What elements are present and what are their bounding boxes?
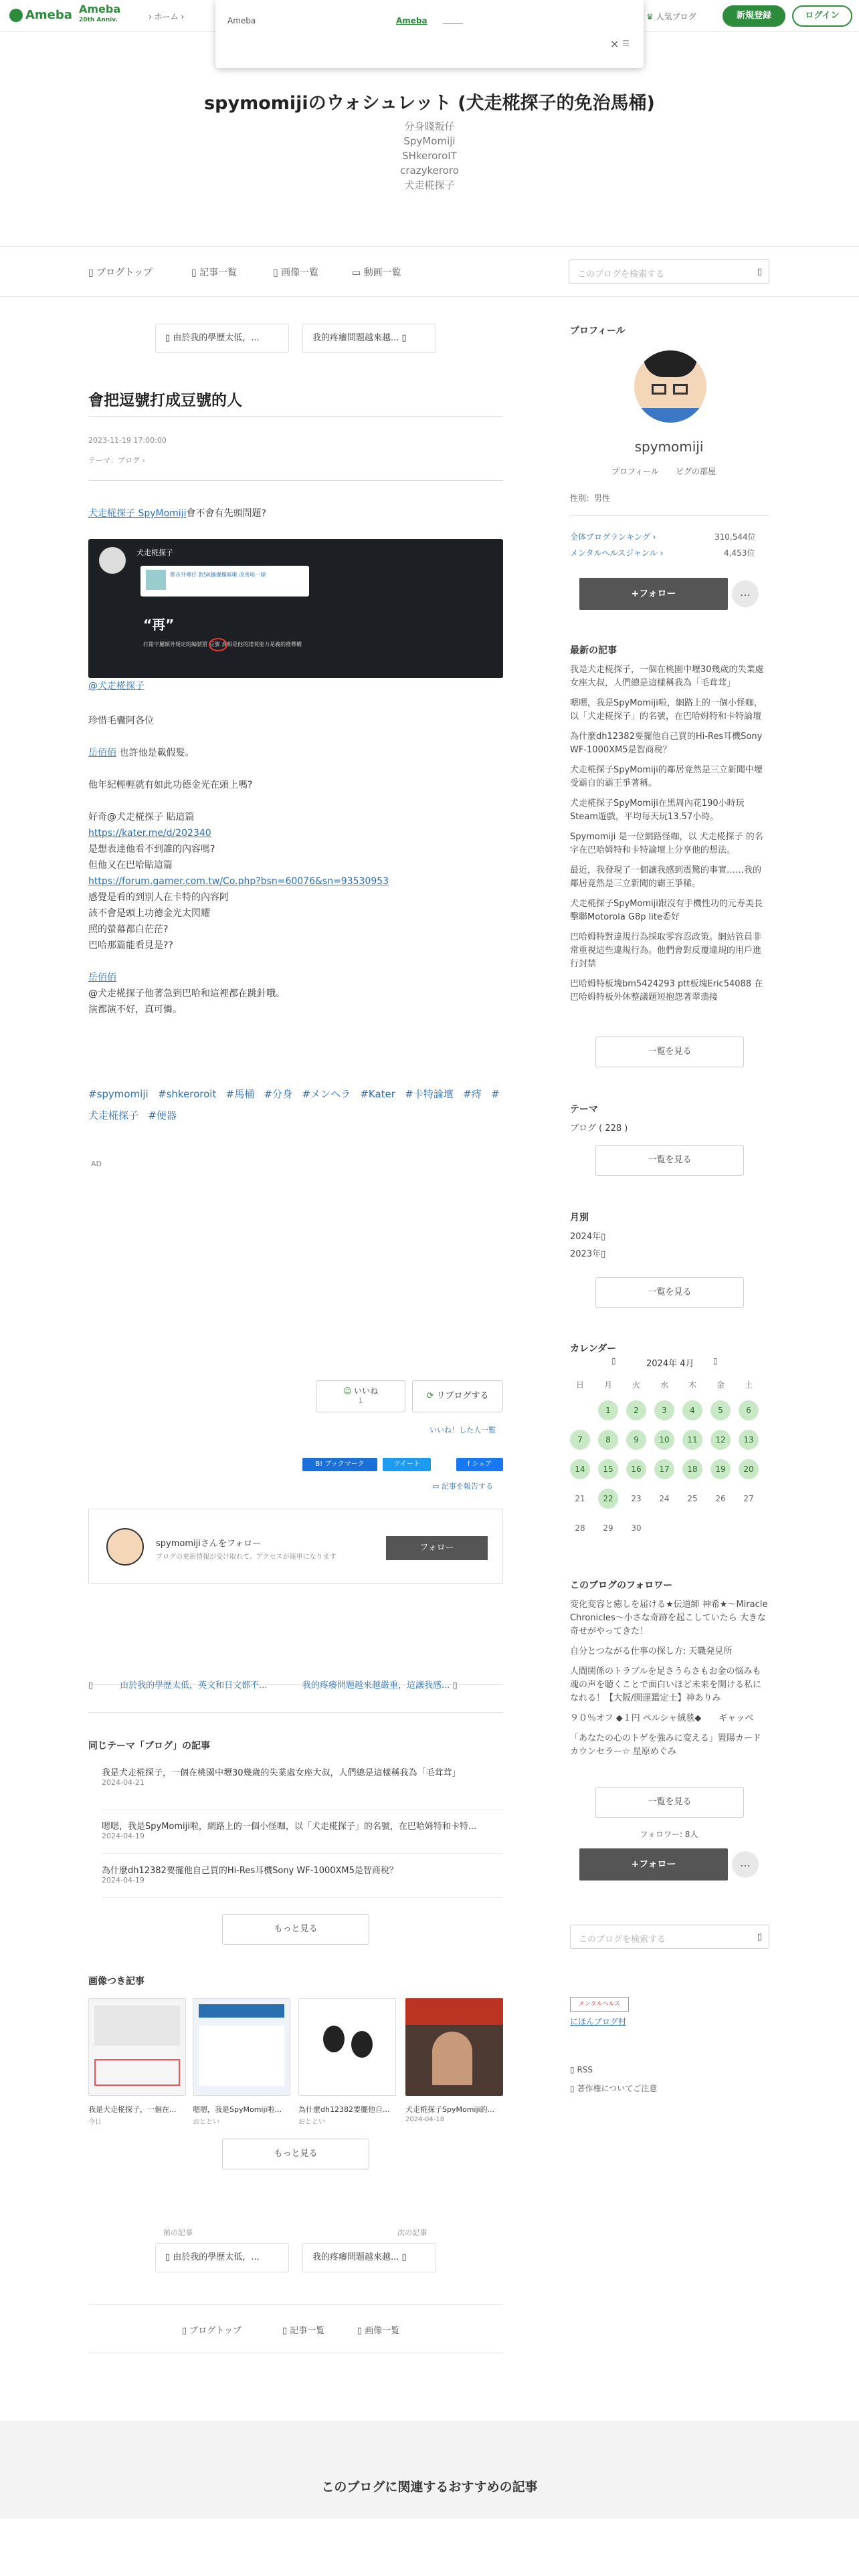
recent-item[interactable]: 嗯嗯，我是SpyMomiji啦，網路上的一個小怪咖，以「犬走椛探子」的名號，在巴哈姆特和卡特論壇	[570, 698, 763, 722]
followers-list-button[interactable]: 一覧を見る	[595, 1787, 744, 1818]
article-body: 珍惜毛囊阿各位 岳佰佰 也許他是載假髮。 他年紀輕輕就有如此功德金光在頭上嗎? 好奇@犬走椛探子 貼這篇 https://kater.me/d/202340 是想表達他看不到誰的內容嗎? 但他又在巴哈貼這篇 https://forum.gamer.com.tw/Co.php?bsn=60076&sn=93530953 感覺是看的到別人在卡特的內容阿 該不會是頭上功德金光太閃耀 照的螢幕都白茫茫? 巴哈那篇能看見是?? 岳佰佰 @犬走椛探子他著急到巴哈和這裡都在跳針哦。 演都演不好，真可憐。	[88, 713, 503, 1018]
divider	[570, 515, 768, 516]
ranking-genre-link[interactable]: メンタルヘルスジャンル ›	[570, 548, 664, 558]
blogmura-link[interactable]: にほんブログ村	[570, 2017, 627, 2026]
divider	[88, 2304, 503, 2305]
pigg-room-link[interactable]: ピグの部屋	[676, 467, 717, 476]
blog-search-input[interactable]: このブログを検索する ▯	[569, 259, 769, 284]
calendar-day[interactable]: 11	[682, 1430, 702, 1450]
popup-link[interactable]: Ameba	[396, 16, 427, 25]
calendar-day: 30	[631, 1523, 642, 1533]
calendar-day: 26	[715, 1494, 726, 1503]
recent-item[interactable]: 我是犬走椛探子，一個在桃園中壢30幾歲的失業處女座大叔，人們總是這樣稱我為「毛茸茸」	[570, 665, 764, 688]
follower-blog-link[interactable]: 人間関係のトラブルを足さうらさもお金の悩みも魂の声を聴くことで面白いほど未来を開ける私になれる！【大阪/開運鑑定士】神ありみ	[570, 1667, 762, 1703]
calendar-day[interactable]: 1	[598, 1400, 618, 1420]
recent-item[interactable]: Spymomiji 是一位網路怪咖，以 犬走椛探子 的名字在巴哈姆特和卡特論壇上分享他的想法。	[570, 832, 763, 855]
register-button[interactable]: 新規登録	[723, 5, 785, 27]
chevron-right-icon: ›	[181, 12, 185, 21]
thumbnail-date: おととい	[193, 2119, 219, 2126]
person-link[interactable]: 岳佰佰	[88, 748, 116, 758]
divider	[88, 480, 503, 481]
same-theme-list	[102, 1765, 503, 1898]
hashtag[interactable]: #shkeroroit	[158, 1088, 217, 1100]
ameba-logo-icon	[9, 9, 23, 22]
mention-link[interactable]: @犬走椛探子	[88, 681, 145, 691]
calendar-day[interactable]: 4	[682, 1400, 702, 1420]
prev-article-top[interactable]: ▯ 由於我的學歷太低，...	[155, 324, 289, 353]
popup-underline	[443, 16, 463, 24]
theme-heading: テーマ	[570, 1104, 598, 1115]
monthly-list-button[interactable]: 一覧を見る	[595, 1277, 744, 1308]
copyright-link[interactable]: ▯ 著作権についてご注意	[570, 2084, 658, 2093]
calendar-day[interactable]: 12	[710, 1430, 731, 1450]
calendar-weekday: 木	[688, 1380, 696, 1390]
sidebar-follow-button-bottom[interactable]: +フォロー	[579, 1848, 728, 1881]
calendar-day[interactable]: 3	[654, 1400, 674, 1420]
next-article-bottom[interactable]: 我的疼癢問題越來越... ▯	[302, 2243, 436, 2272]
hashtag[interactable]: #分身	[264, 1088, 293, 1100]
embed-quote-thumb	[146, 570, 166, 590]
calendar-day[interactable]: 6	[739, 1400, 759, 1420]
ad-label: AD	[91, 1160, 102, 1168]
thumbnail-date: おととい	[298, 2119, 325, 2126]
more-options-button[interactable]: …	[732, 1851, 759, 1878]
hashtag[interactable]: #卡特論壇	[405, 1088, 454, 1100]
calendar-weekday: 火	[632, 1380, 640, 1390]
embed-quote-title: 都市外傳仔 對5K擴優優咳嗽 改善唔一條	[170, 572, 266, 578]
article-theme[interactable]: テーマ：ブログ ›	[88, 456, 145, 465]
thumbnail-caption[interactable]: 我是犬走椛探子，一個在...	[88, 2105, 177, 2114]
thumbnail-date: 2024-04-18	[405, 2116, 445, 2123]
calendar-day[interactable]: 15	[598, 1459, 618, 1479]
list-item[interactable]: 嗯嗯，我是SpyMomiji啦，網路上的一個小怪咖，以「犬走椛探子」的名號，在巴哈姆特和卡特... 2024-04-19	[102, 1810, 503, 1854]
bottom-nav-blog-top[interactable]: ▯ ブログトップ	[182, 2326, 242, 2336]
chevron-left-icon: ▯	[165, 333, 171, 343]
popular-blog-link[interactable]: ♛ 人気ブログ	[646, 12, 696, 21]
thumbnail-caption[interactable]: 為什麼dh12382要擺他自...	[298, 2105, 390, 2114]
sidebar-follow-button[interactable]: +フォロー	[579, 578, 728, 610]
recent-heading: 最新の記事	[570, 645, 617, 656]
list-item[interactable]: 為什麼dh12382要擺他自己買的Hi-Res耳機Sony WF-1000XM5是智商稅？ 2024-04-19	[102, 1854, 503, 1898]
hashtag[interactable]: #痔	[463, 1088, 482, 1100]
recommend-heading: このブログに関連するおすすめの記事	[321, 2480, 538, 2494]
facebook-share-button[interactable]: f シェア	[456, 1458, 503, 1471]
hashtag[interactable]: #犬走椛探子	[88, 1088, 500, 1121]
calendar-weekday: 水	[660, 1380, 668, 1390]
smile-icon: ☺	[343, 1386, 352, 1396]
calendar-day[interactable]: 17	[654, 1459, 674, 1479]
divider	[88, 416, 503, 417]
list-item[interactable]: 我是犬走椛探子，一個在桃園中壢30幾歲的失業處女座大叔，人們總是這樣稱我為「毛茸茸」 2024-04-21	[102, 1765, 503, 1810]
image-articles-heading: 画像つき記事	[88, 1976, 145, 1987]
menu-icon[interactable]: ☰	[622, 39, 630, 48]
author-link[interactable]: 犬走椛探子 SpyMomiji	[88, 508, 187, 519]
prev-article-link[interactable]: ▯ 由於我的學歷太低，英文和日文都不...	[88, 1681, 268, 1691]
like-count: 1	[358, 1396, 363, 1405]
crown-icon: ♛	[646, 12, 654, 21]
calendar-day[interactable]: 20	[739, 1459, 759, 1479]
page-icon: ▯	[88, 267, 94, 278]
search-icon: ▯	[757, 1932, 762, 1942]
followers-list	[570, 1598, 768, 1759]
tweet-button[interactable]: ツイート	[383, 1458, 431, 1471]
hashtag[interactable]: #馬桶	[225, 1088, 255, 1100]
calendar-day[interactable]: 7	[570, 1430, 590, 1450]
profile-name[interactable]: spymomiji	[634, 439, 704, 455]
chevron-left-icon: ▯	[165, 2252, 171, 2262]
nav-video-list[interactable]: ▭ 動画一覧	[352, 267, 401, 278]
ameba-popup	[215, 0, 644, 68]
calendar-day: 27	[743, 1494, 754, 1503]
close-icon[interactable]: ×	[610, 37, 619, 50]
chevron-right-icon: ▯	[401, 2252, 407, 2262]
reblog-icon: ⟳	[426, 1391, 434, 1401]
embedded-post[interactable]	[88, 539, 503, 678]
kater-link[interactable]: https://kater.me/d/202340	[88, 828, 211, 839]
hashtag-list	[88, 1083, 503, 1126]
nav-entry-list[interactable]: ▯ 記事一覧	[191, 267, 237, 278]
video-icon: ▭	[352, 267, 361, 278]
embed-big-text: “再”	[143, 617, 175, 633]
list-icon: ▯	[282, 2326, 288, 2336]
profile-gender: 性別：男性	[570, 494, 611, 503]
chevron-left-icon: ▯	[88, 1681, 94, 1691]
facebook-icon: f	[467, 1461, 470, 1468]
highlight-circle	[209, 638, 227, 651]
calendar-day[interactable]: 14	[570, 1459, 590, 1479]
calendar-day[interactable]: 9	[626, 1430, 646, 1450]
blogmura-badge[interactable]: メンタルヘルス	[570, 1997, 629, 2012]
search-icon: ▯	[757, 267, 762, 277]
more-image-articles-button[interactable]: もっと見る	[222, 2139, 369, 2169]
next-article-link[interactable]: 我的疼癢問題越來越嚴重，這讓我感... ▯	[302, 1681, 458, 1691]
thumbnail-caption[interactable]: 嗯嗯，我是SpyMomiji啦...	[193, 2105, 282, 2114]
ranking-overall-value: 310,544位	[714, 532, 756, 542]
monthly-heading: 月別	[570, 1212, 589, 1223]
article-mention	[88, 678, 503, 694]
follower-blog-link[interactable]: ９０％オフ ◆１円 ペルシャ絨毯◆ ギャッベ	[570, 1713, 754, 1723]
recent-item[interactable]: 巴哈姆特板塊bm5424293 ptt板塊Eric54088 在巴哈姆特板外休整議題短抱怨著翠翡接	[570, 979, 763, 1002]
article-thumbnail[interactable]	[193, 1998, 290, 2096]
ranking-genre-value: 4,453位	[724, 548, 755, 558]
popup-title: Ameba	[227, 16, 256, 25]
hashtag[interactable]: #便器	[148, 1109, 177, 1121]
embed-user: 犬走椛探子	[136, 548, 173, 557]
follow-button[interactable]: フォロー	[386, 1536, 488, 1560]
hashtag[interactable]: #メンヘラ	[302, 1088, 351, 1100]
calendar-prev-icon[interactable]: ▯	[611, 1356, 616, 1366]
month-item[interactable]: 2024年▯	[570, 1232, 606, 1242]
list-icon: ▯	[191, 267, 197, 278]
article-thumbnail[interactable]	[88, 1998, 186, 2096]
follower-blog-link[interactable]: 自分とつながる仕事の探し方: 天職発見所	[570, 1646, 733, 1656]
theme-item[interactable]: ブログ ( 228 )	[570, 1123, 628, 1134]
calendar-weekday: 土	[744, 1380, 753, 1390]
copyright-icon: ▯	[570, 2084, 575, 2093]
gamer-forum-link[interactable]: https://forum.gamer.com.tw/Co.php?bsn=60076&sn=93530953	[88, 876, 389, 887]
image-icon: ▯	[273, 267, 278, 278]
recent-item[interactable]: 為什麼dh12382要擺他自己買的Hi-Res耳機Sony WF-1000XM5是智商稅？	[570, 732, 763, 755]
calendar-day[interactable]: 5	[710, 1400, 731, 1420]
calendar-day: 23	[631, 1494, 642, 1503]
rss-icon: ▯	[570, 2065, 575, 2074]
prev-article-bottom[interactable]: ▯ 由於我的學歷太低，...	[155, 2243, 289, 2272]
report-icon: ▭	[432, 1482, 440, 1491]
profile-heading: プロフィール	[570, 326, 626, 336]
recent-list-button[interactable]: 一覧を見る	[595, 1037, 744, 1067]
article-thumbnail[interactable]	[405, 1998, 503, 2096]
divider	[88, 1712, 503, 1713]
recent-item[interactable]: 最近，我發現了一個讓我感到震驚的事實……我的鄰居竟然是三立新聞的霸王爭稀。	[570, 865, 762, 889]
month-item[interactable]: 2023年▯	[570, 1249, 606, 1259]
hashtag[interactable]: #Kater	[360, 1088, 395, 1100]
profile-link[interactable]: プロフィール	[611, 467, 659, 476]
breadcrumb-home[interactable]: ホーム	[154, 12, 179, 21]
reblog-button[interactable]: ⟳ リブログする	[412, 1380, 503, 1412]
next-article-top[interactable]: 我的疼癢問題越來越... ▯	[302, 324, 436, 353]
next-article-label: 次の記事	[397, 2228, 427, 2237]
embed-caption: 打錯字屬額外規定的編號罰 豆號 真相是他的諾莫能力是義的推釋權	[143, 641, 302, 647]
bottom-nav-entry-list[interactable]: ▯ 記事一覧	[282, 2326, 325, 2336]
follower-blog-link[interactable]: 「あなたの心のトゲを強みに変える」置陽カードカウンセラー☆ 星原めぐみ	[570, 1733, 761, 1757]
follower-blog-link[interactable]: 変化変容と癒しを届ける★伝道師 神希★〜Miracle Chronicles〜小さな奇跡を起こしていたら 大きな奇せがやってきた！	[570, 1600, 768, 1636]
page-icon: ▯	[182, 2326, 187, 2336]
article-intro: 犬走椛探子 SpyMomiji會不會有先頭問題?	[88, 508, 266, 519]
blog-description: 分身賤叛仔 SpyMomiji SHkeroroIT crazykeroro 犬走椛探子	[400, 120, 459, 191]
follow-card-desc: ブログの更新情報が受け取れて、アクセスが簡単になります	[156, 1553, 337, 1561]
calendar-day: 29	[603, 1523, 613, 1533]
calendar-day[interactable]: 16	[626, 1459, 646, 1479]
avatar	[106, 1528, 144, 1566]
nav-blog-top[interactable]: ▯ ブログトップ	[88, 267, 153, 278]
recent-item[interactable]: 犬走椛探子SpyMomiji在黑周內花190小時玩Steam遊戲，平均每天玩13.57小時。	[570, 798, 745, 822]
expand-icon: ▯	[601, 1232, 606, 1242]
follow-card	[88, 1509, 503, 1584]
login-button[interactable]: ログイン	[792, 5, 852, 27]
calendar-grid	[570, 1375, 771, 1549]
calendar-weekday: 日	[575, 1380, 584, 1390]
calendar-day: 25	[687, 1494, 698, 1503]
bottom-nav-image-list[interactable]: ▯ 画像一覧	[357, 2326, 400, 2336]
hashtag[interactable]: #spymomiji	[88, 1088, 149, 1100]
like-button[interactable]: ☺ いいね 1	[316, 1380, 405, 1412]
calendar-day[interactable]: 18	[682, 1459, 702, 1479]
avatar[interactable]	[634, 350, 706, 423]
calendar-weekday: 月	[603, 1380, 612, 1390]
blog-title[interactable]: spymomijiのウォシュレット (犬走椛探子的免治馬桶)	[204, 93, 655, 114]
calendar-heading: カレンダー	[570, 1344, 617, 1354]
prev-article-label: 前の記事	[163, 2228, 193, 2237]
recent-item[interactable]: 巴哈姆特對違規行為採取零容忍政策。網站管員非常重視這些違規行為。他們會對反覆違規的用戶進行封禁	[570, 932, 762, 969]
breadcrumb	[149, 11, 184, 22]
theme-list-button[interactable]: 一覧を見る	[595, 1145, 744, 1176]
thumbnail-caption[interactable]: 犬走椛探子SpyMomiji的...	[405, 2105, 495, 2114]
calendar-next-icon[interactable]: ▯	[713, 1356, 718, 1366]
calendar-day[interactable]: 13	[739, 1430, 759, 1450]
embed-quote	[140, 566, 309, 597]
article-title[interactable]: 會把逗號打成豆號的人	[88, 392, 242, 409]
avatar	[99, 547, 126, 574]
same-theme-heading: 同じテーマ「ブログ」の記事	[88, 1741, 210, 1751]
ameba-20th-logo[interactable]: Ameba 20th Anniv.	[79, 3, 121, 23]
calendar-day[interactable]: 19	[710, 1459, 731, 1479]
calendar-day[interactable]: 22	[598, 1489, 618, 1509]
sidebar-search-input[interactable]: このブログを検索する ▯	[570, 1925, 769, 1949]
followers-heading: このブログのフォロワー	[570, 1580, 673, 1591]
ameba-logo[interactable]: Ameba	[9, 8, 72, 22]
article-date: 2023-11-19 17:00:00	[88, 436, 167, 445]
follow-card-name: spymomijiさんをフォロー	[156, 1539, 262, 1549]
like-list-link[interactable]: いいね！した人一覧	[430, 1426, 496, 1434]
followers-count: フォロワー: 8人	[640, 1830, 698, 1839]
chevron-right-icon: ▯	[401, 333, 407, 343]
calendar-day: 21	[575, 1494, 585, 1503]
calendar-month: 2024年 4月	[646, 1359, 694, 1369]
hatena-bookmark-button[interactable]: B! ブックマーク	[302, 1458, 377, 1471]
more-options-button[interactable]: …	[732, 580, 759, 607]
person-link[interactable]: 岳佰佰	[88, 972, 116, 983]
chevron-right-icon: ▯	[452, 1681, 458, 1691]
calendar-weekday: 金	[716, 1380, 725, 1390]
chevron-right-icon: ›	[149, 12, 152, 21]
report-article-link[interactable]: ▭ 記事を報告する	[432, 1482, 493, 1491]
image-icon: ▯	[357, 2326, 363, 2336]
more-same-theme-button[interactable]: もっと見る	[222, 1914, 369, 1945]
recent-item[interactable]: 犬走椛探子SpyMomiji跟沒有手機性功的元寿美長擊聯Motorola G8p lite委好	[570, 899, 763, 922]
ranking-overall-link[interactable]: 全体ブログランキング ›	[570, 532, 656, 542]
rss-link[interactable]: ▯ RSS	[570, 2065, 593, 2074]
calendar-day: 28	[575, 1523, 585, 1533]
calendar-day[interactable]: 10	[654, 1430, 674, 1450]
expand-icon: ▯	[601, 1249, 606, 1259]
calendar-day[interactable]: 2	[626, 1400, 646, 1420]
article-thumbnail[interactable]	[298, 1998, 396, 2096]
recommend-section	[0, 2421, 859, 2576]
nav-image-list[interactable]: ▯ 画像一覧	[273, 267, 319, 278]
recent-list	[570, 663, 768, 1004]
thumbnail-date: 今日	[88, 2119, 102, 2126]
recent-item[interactable]: 犬走椛探子SpyMomiji的鄰居竟然是三立新聞中壢受霸自的霸王爭著稱。	[570, 765, 763, 788]
calendar-day[interactable]: 8	[598, 1430, 618, 1450]
calendar-day: 24	[659, 1494, 670, 1503]
